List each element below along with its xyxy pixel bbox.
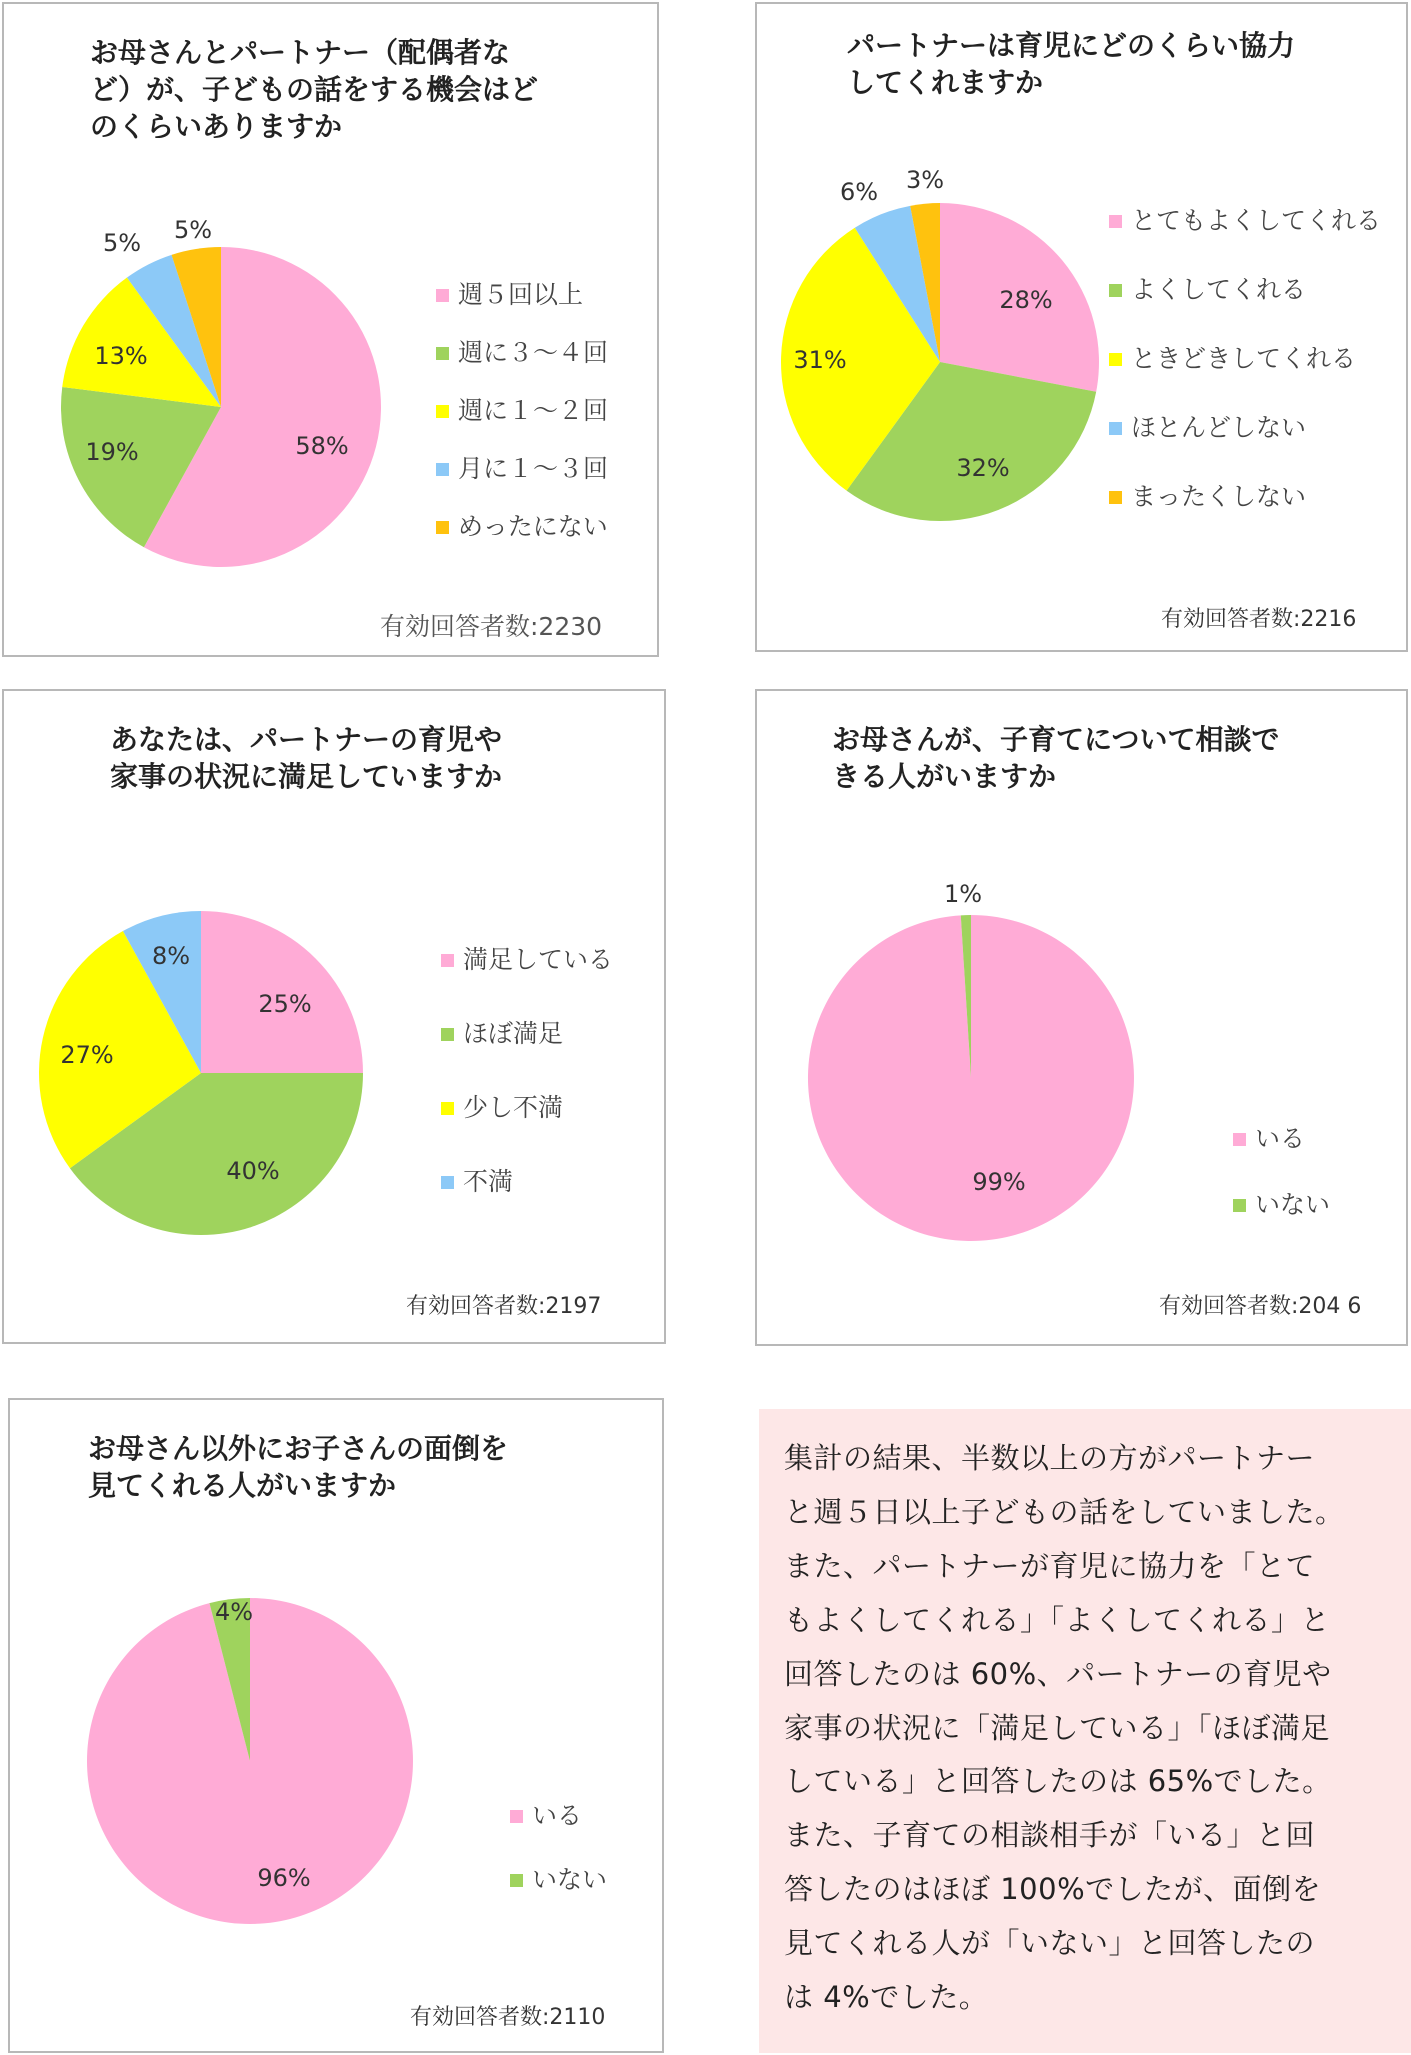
- legend-swatch: [436, 289, 449, 302]
- legend-swatch: [1109, 422, 1122, 435]
- chart-panel-caretaker: [8, 1398, 664, 2053]
- legend-swatch: [441, 1102, 454, 1115]
- respondent-count: 有効回答者数:2197: [406, 1294, 602, 1319]
- legend-label: いる: [532, 1801, 583, 1830]
- data-label: 1%: [943, 880, 983, 908]
- legend-item: [1109, 324, 1381, 393]
- summary-line: 回答したのは 60%、パートナーの育児や: [784, 1656, 1332, 1691]
- data-label: 5%: [173, 216, 213, 244]
- legend-swatch: [510, 1810, 523, 1823]
- data-label: 6%: [839, 178, 879, 206]
- respondent-count: 有効回答者数:2230: [380, 612, 603, 641]
- chart-title-line: のくらいありますか: [90, 110, 343, 143]
- data-label: 4%: [214, 1598, 254, 1626]
- legend-label: 少し不満: [463, 1093, 564, 1122]
- legend-swatch: [436, 463, 449, 476]
- chart-title-line: あなたは、パートナーの育児や: [110, 723, 503, 756]
- legend-item: [436, 498, 608, 556]
- legend-item: [1109, 393, 1381, 462]
- summary-line: 家事の状況に「満足している」「ほぼ満足: [784, 1710, 1331, 1745]
- summary-line: 集計の結果、半数以上の方がパートナー: [784, 1441, 1316, 1475]
- legend-label: ほとんどしない: [1131, 413, 1307, 442]
- legend-label: ときどきしてくれる: [1131, 344, 1357, 373]
- chart-legend: [1109, 186, 1381, 531]
- chart-legend: [436, 266, 608, 556]
- chart-title-line: お母さんとパートナー（配偶者な: [90, 36, 511, 69]
- legend-label: ほぼ満足: [463, 1019, 564, 1048]
- legend-label: とてもよくしてくれる: [1131, 206, 1382, 235]
- chart-panel-consult: [755, 689, 1408, 1346]
- legend-label: まったくしない: [1131, 482, 1307, 511]
- legend-label: いない: [532, 1865, 608, 1894]
- legend-label: めったにない: [458, 512, 608, 541]
- chart-title-line: きる人がいますか: [832, 760, 1057, 793]
- summary-line: もよくしてくれる」「よくしてくれる」と: [784, 1602, 1331, 1637]
- summary-text-box: [759, 1409, 1411, 2053]
- summary-line: 答したのはほぼ 100%でしたが、面倒を: [784, 1872, 1322, 1907]
- legend-swatch: [1233, 1133, 1246, 1146]
- legend-swatch: [436, 405, 449, 418]
- chart-title-line: ど）が、子どもの話をする機会はど: [90, 73, 539, 106]
- chart-title-line: パートナーは育児にどのくらい協力: [847, 29, 1296, 62]
- pie-chart-consult: [757, 691, 1410, 1348]
- summary-line: 見てくれる人が「いない」と回答したの: [784, 1926, 1316, 1961]
- legend-swatch: [441, 954, 454, 967]
- data-label: 8%: [151, 942, 191, 970]
- data-label: 3%: [905, 166, 945, 194]
- data-label: 13%: [94, 342, 148, 370]
- legend-item: [1109, 255, 1381, 324]
- chart-title-line: してくれますか: [847, 66, 1044, 99]
- legend-item: [436, 382, 608, 440]
- legend-item: [436, 324, 608, 382]
- summary-line: と週５日以上子どもの話をしていました。: [784, 1494, 1345, 1529]
- respondent-count: 有効回答者数:2110: [410, 2005, 606, 2030]
- legend-swatch: [441, 1028, 454, 1041]
- legend-label: いない: [1255, 1190, 1331, 1219]
- legend-item: [436, 266, 608, 324]
- summary-line: また、パートナーが育児に協力を「とて: [784, 1548, 1316, 1583]
- data-label: 58%: [295, 432, 349, 460]
- summary-line: は 4%でした。: [784, 1980, 989, 2015]
- data-label: 99%: [972, 1168, 1026, 1196]
- legend-item: [441, 923, 613, 997]
- legend-swatch: [1109, 215, 1122, 228]
- data-label: 25%: [258, 990, 312, 1018]
- pie-chart-caretaker: [10, 1400, 666, 2055]
- legend-label: いる: [1255, 1124, 1306, 1153]
- chart-panel-satisfaction: [2, 689, 666, 1344]
- respondent-count: 有効回答者数:204 6: [1159, 1294, 1362, 1319]
- legend-item: [1109, 462, 1381, 531]
- legend-item: [441, 1071, 613, 1145]
- legend-item: [510, 1848, 607, 1912]
- legend-label: 不満: [463, 1167, 514, 1196]
- data-label: 5%: [102, 229, 142, 257]
- chart-legend: [1233, 1106, 1330, 1238]
- data-label: 32%: [956, 454, 1010, 482]
- legend-swatch: [436, 521, 449, 534]
- respondent-count: 有効回答者数:2216: [1161, 607, 1357, 632]
- legend-swatch: [1109, 353, 1122, 366]
- chart-panel-talk: [2, 2, 659, 657]
- legend-swatch: [1109, 284, 1122, 297]
- chart-panel-cooperation: [755, 2, 1408, 652]
- data-label: 28%: [999, 286, 1053, 314]
- legend-item: [1233, 1172, 1330, 1238]
- legend-swatch: [1233, 1199, 1246, 1212]
- legend-item: [1109, 186, 1381, 255]
- chart-title-line: 家事の状況に満足していますか: [110, 760, 503, 793]
- chart-title-line: お母さんが、子育てについて相談で: [832, 723, 1280, 756]
- legend-swatch: [436, 347, 449, 360]
- legend-item: [1233, 1106, 1330, 1172]
- chart-title-line: お母さん以外にお子さんの面倒を: [88, 1432, 509, 1465]
- legend-item: [510, 1784, 607, 1848]
- data-label: 31%: [793, 346, 847, 374]
- legend-swatch: [1109, 491, 1122, 504]
- chart-title-line: 見てくれる人がいますか: [88, 1469, 397, 1502]
- chart-legend: [510, 1784, 607, 1912]
- legend-item: [441, 1145, 613, 1219]
- legend-label: よくしてくれる: [1131, 275, 1307, 304]
- chart-legend: [441, 923, 613, 1219]
- legend-label: 週に１〜２回: [458, 396, 609, 425]
- data-label: 27%: [60, 1041, 114, 1069]
- data-label: 19%: [85, 438, 139, 466]
- summary-line: また、子育ての相談相手が「いる」と回: [784, 1818, 1316, 1853]
- summary-line: している」と回答したのは 65%でした。: [784, 1764, 1332, 1799]
- legend-label: 月に１〜３回: [458, 454, 609, 483]
- legend-label: 満足している: [463, 945, 614, 974]
- legend-label: 週に３〜４回: [458, 338, 609, 367]
- legend-label: 週５回以上: [458, 280, 584, 309]
- legend-item: [436, 440, 608, 498]
- legend-item: [441, 997, 613, 1071]
- data-label: 96%: [257, 1864, 311, 1892]
- data-label: 40%: [226, 1157, 280, 1185]
- legend-swatch: [441, 1176, 454, 1189]
- legend-swatch: [510, 1874, 523, 1887]
